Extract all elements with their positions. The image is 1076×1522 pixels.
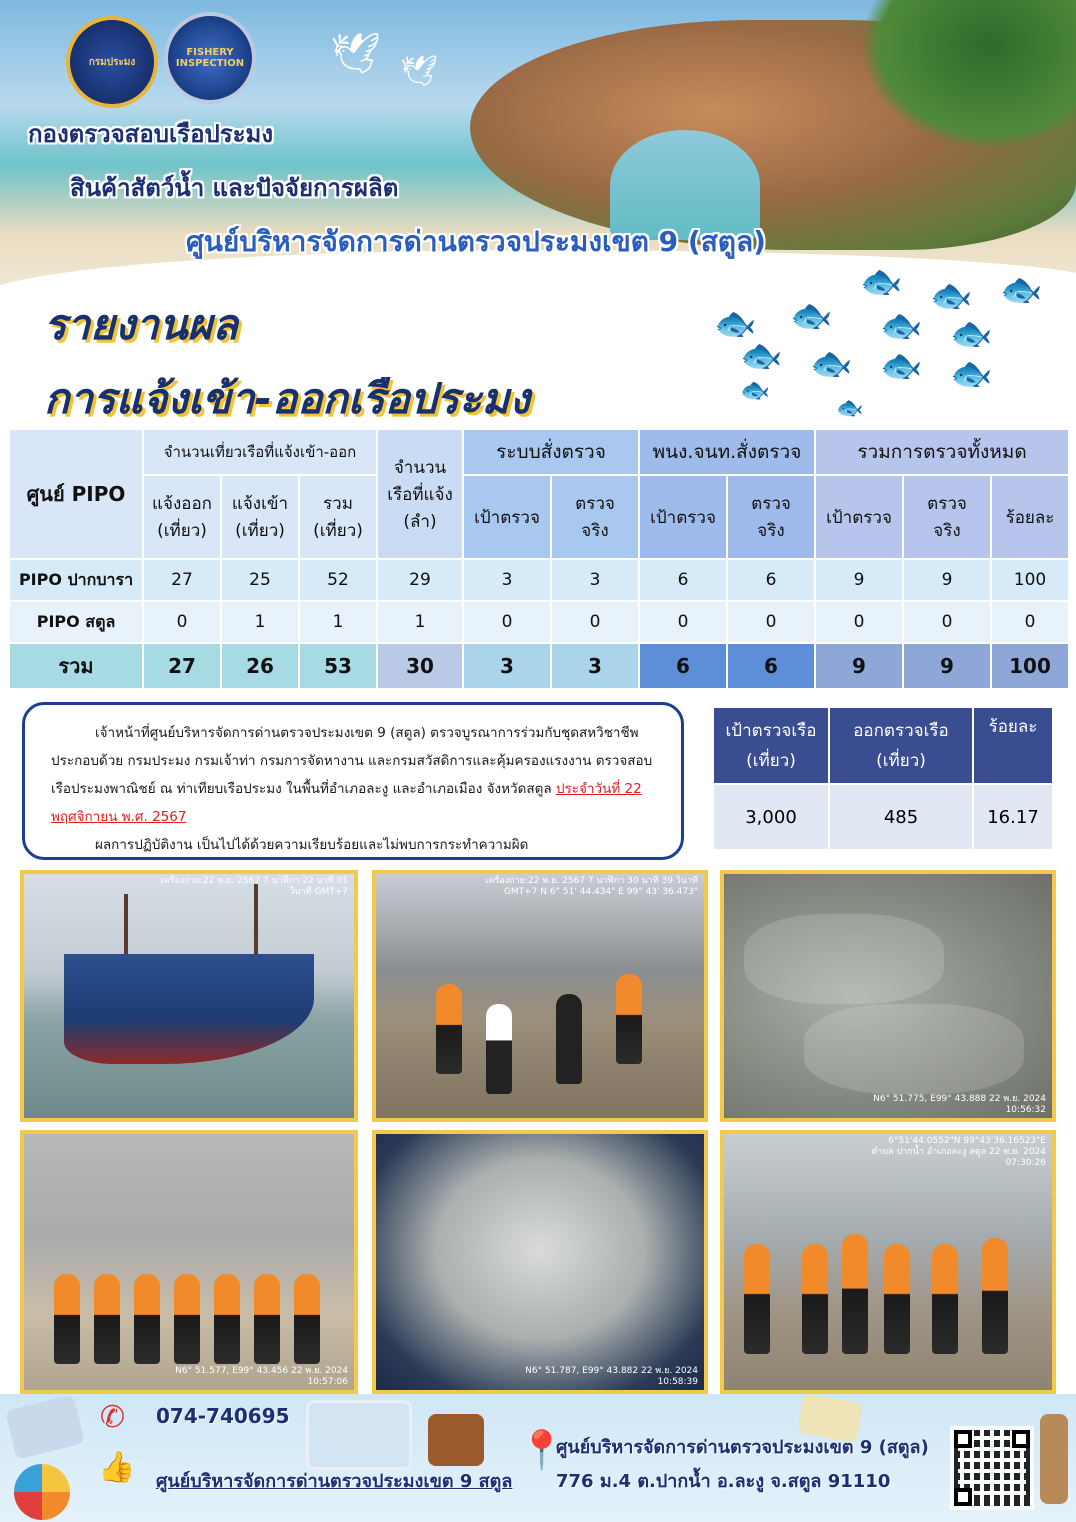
cell-officer-target: 6 <box>639 559 727 601</box>
photo-timestamp: 6°51'44.0552"N 99°43'36.16523"E ตำบล ปากน้ำ อำเภอละงู สตูล 22 พ.ย. 2024 07:30:26 <box>871 1136 1046 1168</box>
header-unit: (เที่ยว) <box>157 521 207 541</box>
header-officer-target: เป้าตรวจ <box>639 475 727 559</box>
person-figure <box>94 1274 120 1364</box>
net-fold <box>804 1004 1024 1094</box>
qr-finder <box>954 1488 972 1506</box>
cell-system-target: 3 <box>463 559 551 601</box>
summary-target-header <box>713 707 829 784</box>
header-trips-group: จำนวนเที่ยวเรือที่แจ้งเข้า-ออก <box>143 429 377 475</box>
fish-icon: 🐟 <box>740 336 783 376</box>
narrative-date: ประจำวันที่ 22 พฤศจิกายน พ.ศ. 2567 <box>51 781 642 825</box>
summary-header-label: เป้าตรวจเรือ <box>725 720 817 741</box>
person-figure <box>802 1244 828 1354</box>
header-label: จริง <box>581 521 609 541</box>
cell-all-actual: 0 <box>903 601 991 643</box>
header-boats-line: จำนวน <box>393 457 447 478</box>
sum-boats: 30 <box>377 643 463 689</box>
header-unit: (เที่ยว) <box>313 521 363 541</box>
sum-system-target: 3 <box>463 643 551 689</box>
fish-icon: 🐟 <box>860 262 903 302</box>
person-figure <box>436 984 462 1074</box>
header-label: ตรวจ <box>575 494 615 514</box>
person-figure <box>932 1244 958 1354</box>
table-row <box>9 601 1069 643</box>
header-center-name: ศูนย์บริหารจัดการด่านตรวจประมงเขต 9 (สตูล) <box>186 225 766 258</box>
header-boats-line: เรือที่แจ้ง <box>387 484 453 505</box>
fish-icon: 🐟 <box>810 344 853 384</box>
cell-percent: 100 <box>991 559 1069 601</box>
header-all-actual <box>903 475 991 559</box>
header-all-group: รวมการตรวจทั้งหมด <box>815 429 1069 475</box>
facebook-page-name[interactable]: ศูนย์บริหารจัดการด่านตรวจประมงเขต 9 สตูล <box>156 1471 513 1492</box>
cell-percent: 0 <box>991 601 1069 643</box>
inspection-summary-table <box>712 706 1054 851</box>
header-division: กองตรวจสอบเรือประมง <box>28 120 274 148</box>
net-fold <box>744 914 944 1004</box>
sum-label: รวม <box>9 643 143 689</box>
table-row <box>9 559 1069 601</box>
header-officer-group: พนง.จนท.สั่งตรวจ <box>639 429 815 475</box>
phone-icon: ✆ <box>100 1400 126 1435</box>
header-boats <box>377 429 463 559</box>
photo-fishing-net <box>720 870 1056 1122</box>
fish-icon: 🐟 <box>950 314 993 354</box>
header-boats-unit: (ลำ) <box>403 511 437 532</box>
photo-timestamp: เครื่องถ่าย:22 พ.ย. 2567 7 นาฬิกา 22 นาที 01 วินาที GMT+7 <box>160 876 348 897</box>
person-figure <box>254 1274 280 1364</box>
sum-trip-out: 27 <box>143 643 221 689</box>
location-pin-icon: 📍 <box>518 1428 566 1472</box>
photo-crew-documents <box>720 1130 1056 1394</box>
person-figure <box>744 1244 770 1354</box>
suitcase-decoration <box>428 1414 484 1466</box>
header-label: จริง <box>757 521 785 541</box>
header-system-actual <box>551 475 639 559</box>
address-line1: ศูนย์บริหารจัดการด่านตรวจประมงเขต 9 (สตูล) <box>556 1437 929 1458</box>
person-figure <box>982 1238 1008 1354</box>
fish-icon: 🐟 <box>714 304 757 344</box>
cell-trip-out: 27 <box>143 559 221 601</box>
header-percent: ร้อยละ <box>991 475 1069 559</box>
postcard-decoration <box>5 1394 85 1459</box>
header-center: ศูนย์ PIPO <box>9 429 143 559</box>
summary-header-label: ออกตรวจเรือ <box>853 720 949 741</box>
narrative-box <box>22 702 684 860</box>
cell-all-target: 0 <box>815 601 903 643</box>
header-subdivision: สินค้าสัตว์น้ำ และปัจจัยการผลิต <box>70 174 399 202</box>
cell-boats: 29 <box>377 559 463 601</box>
sum-trip-total: 53 <box>299 643 377 689</box>
header-label: แจ้งออก <box>152 494 212 514</box>
fish-icon: 🐟 <box>836 396 864 421</box>
cell-all-actual: 9 <box>903 559 991 601</box>
cell-trip-total: 1 <box>299 601 377 643</box>
cell-trip-in: 1 <box>221 601 299 643</box>
sum-percent: 100 <box>991 643 1069 689</box>
cell-officer-actual: 0 <box>727 601 815 643</box>
photo-crew-group <box>20 1130 358 1394</box>
header-all-target: เป้าตรวจ <box>815 475 903 559</box>
sum-system-actual: 3 <box>551 643 639 689</box>
pipo-report-table <box>8 428 1070 690</box>
address-line2: 776 ม.4 ต.ปากน้ำ อ.ละงู จ.สตูล 91110 <box>556 1471 891 1492</box>
phone-number[interactable]: 074-740695 <box>156 1404 290 1428</box>
summary-target-value: 3,000 <box>713 784 829 850</box>
cell-trip-total: 52 <box>299 559 377 601</box>
person-figure <box>486 1004 512 1094</box>
photo-inspection-pier <box>372 870 708 1122</box>
person-figure <box>884 1244 910 1354</box>
table-sum-row <box>9 643 1069 689</box>
sum-officer-actual: 6 <box>727 643 815 689</box>
header-label: รวม <box>323 494 353 514</box>
person-figure <box>616 974 642 1064</box>
summary-actual-header <box>829 707 973 784</box>
department-of-fisheries-logo <box>66 16 158 108</box>
summary-actual-value: 485 <box>829 784 973 850</box>
header-label: ตรวจ <box>751 494 791 514</box>
trees-image <box>860 0 1076 150</box>
fish-icon: 🐟 <box>950 354 993 394</box>
summary-header-unit: (เที่ยว) <box>746 750 796 771</box>
person-figure <box>174 1274 200 1364</box>
photo-timestamp: N6° 51.787, E99° 43.882 22 พ.ย. 2024 10:58:39 <box>525 1366 698 1387</box>
header-unit: (เที่ยว) <box>235 521 285 541</box>
cell-trip-in: 25 <box>221 559 299 601</box>
report-title-line1: รายงานผล <box>44 300 238 349</box>
cell-system-actual: 0 <box>551 601 639 643</box>
fish-icon: 🐟 <box>790 296 833 336</box>
logo-text: กรมประมง <box>88 56 136 68</box>
sum-trip-in: 26 <box>221 643 299 689</box>
fish-icon: 🐟 <box>740 376 770 404</box>
cell-officer-target: 0 <box>639 601 727 643</box>
summary-percent-value: 16.17 <box>973 784 1053 850</box>
cell-officer-actual: 6 <box>727 559 815 601</box>
narrative-result: ผลการปฏิบัติงาน เป็นไปได้ด้วยความเรียบร้อยและไม่พบการกระทำความผิด <box>95 837 529 853</box>
header-label: จริง <box>933 521 961 541</box>
header-trip-out <box>143 475 221 559</box>
qr-finder <box>1012 1430 1030 1448</box>
header-trip-total <box>299 475 377 559</box>
narrative-text: เจ้าหน้าที่ศูนย์บริหารจัดการด่านตรวจประมงเขต 9 (สตูล) ตรวจบูรณาการร่วมกับชุดสหวิชาชีพประกอบด้วย กรมประมง กรมเจ้าท่า กรมการจัดหางาน และกรมสวัสดิการและคุ้มครองแรงงาน ตรวจสอบเรือประมงพาณิชย์ ณ ท่าเทียบเรือประมง ในพื้นที่อำเภอละงู และอำเภอเมือง จังหวัดสตูล <box>51 725 653 797</box>
facebook-like-icon: 👍 <box>98 1450 136 1485</box>
report-title-line2: การแจ้งเข้า-ออกเรือประมง <box>44 374 530 423</box>
sum-all-target: 9 <box>815 643 903 689</box>
row-center-name: PIPO ปากบารา <box>9 559 143 601</box>
photo-timestamp: เครื่องถ่าย:22 พ.ย. 2567 7 นาฬิกา 30 นาที 39 วินาที GMT+7 N 6° 51' 44.434" E 99° 43' 36.473" <box>485 876 698 897</box>
fishery-inspection-logo <box>164 12 256 104</box>
header-trip-in <box>221 475 299 559</box>
signpost-decoration <box>1040 1414 1068 1504</box>
sum-all-actual: 9 <box>903 643 991 689</box>
fishing-boat <box>64 954 314 1064</box>
fish-icon: 🐟 <box>930 276 973 316</box>
fish-icon: 🐟 <box>880 346 923 386</box>
beach-ball-decoration <box>14 1464 70 1520</box>
seagull-icon: 🕊 <box>400 54 439 89</box>
person-figure <box>54 1274 80 1364</box>
summary-header-unit: (เที่ยว) <box>876 750 926 771</box>
qr-finder <box>954 1430 972 1448</box>
logo-text: FISHERY INSPECTION <box>175 47 245 69</box>
cell-system-target: 0 <box>463 601 551 643</box>
photo-fishing-boat <box>20 870 358 1122</box>
header-system-group: ระบบสั่งตรวจ <box>463 429 639 475</box>
seagull-icon: 🕊 <box>330 31 381 77</box>
cell-boats: 1 <box>377 601 463 643</box>
header-system-target: เป้าตรวจ <box>463 475 551 559</box>
person-figure <box>556 994 582 1084</box>
header-label: แจ้งเข้า <box>231 494 289 514</box>
photo-timestamp: N6° 51.775, E99° 43.888 22 พ.ย. 2024 10:56:32 <box>873 1094 1046 1115</box>
sum-officer-target: 6 <box>639 643 727 689</box>
header-label: ตรวจ <box>927 494 967 514</box>
fish-icon: 🐟 <box>1000 270 1043 310</box>
photo-fish-catch <box>372 1130 708 1394</box>
person-figure <box>214 1274 240 1364</box>
cell-system-actual: 3 <box>551 559 639 601</box>
cell-all-target: 9 <box>815 559 903 601</box>
row-center-name: PIPO สตูล <box>9 601 143 643</box>
cell-trip-out: 0 <box>143 601 221 643</box>
header-officer-actual <box>727 475 815 559</box>
person-figure <box>294 1274 320 1364</box>
person-figure <box>842 1234 868 1354</box>
postcard-decoration <box>306 1400 412 1470</box>
photo-timestamp: N6° 51.577, E99° 43.456 22 พ.ย. 2024 10:57:06 <box>175 1366 348 1387</box>
fish-icon: 🐟 <box>880 306 923 346</box>
summary-percent-header: ร้อยละ <box>973 707 1053 784</box>
person-figure <box>134 1274 160 1364</box>
